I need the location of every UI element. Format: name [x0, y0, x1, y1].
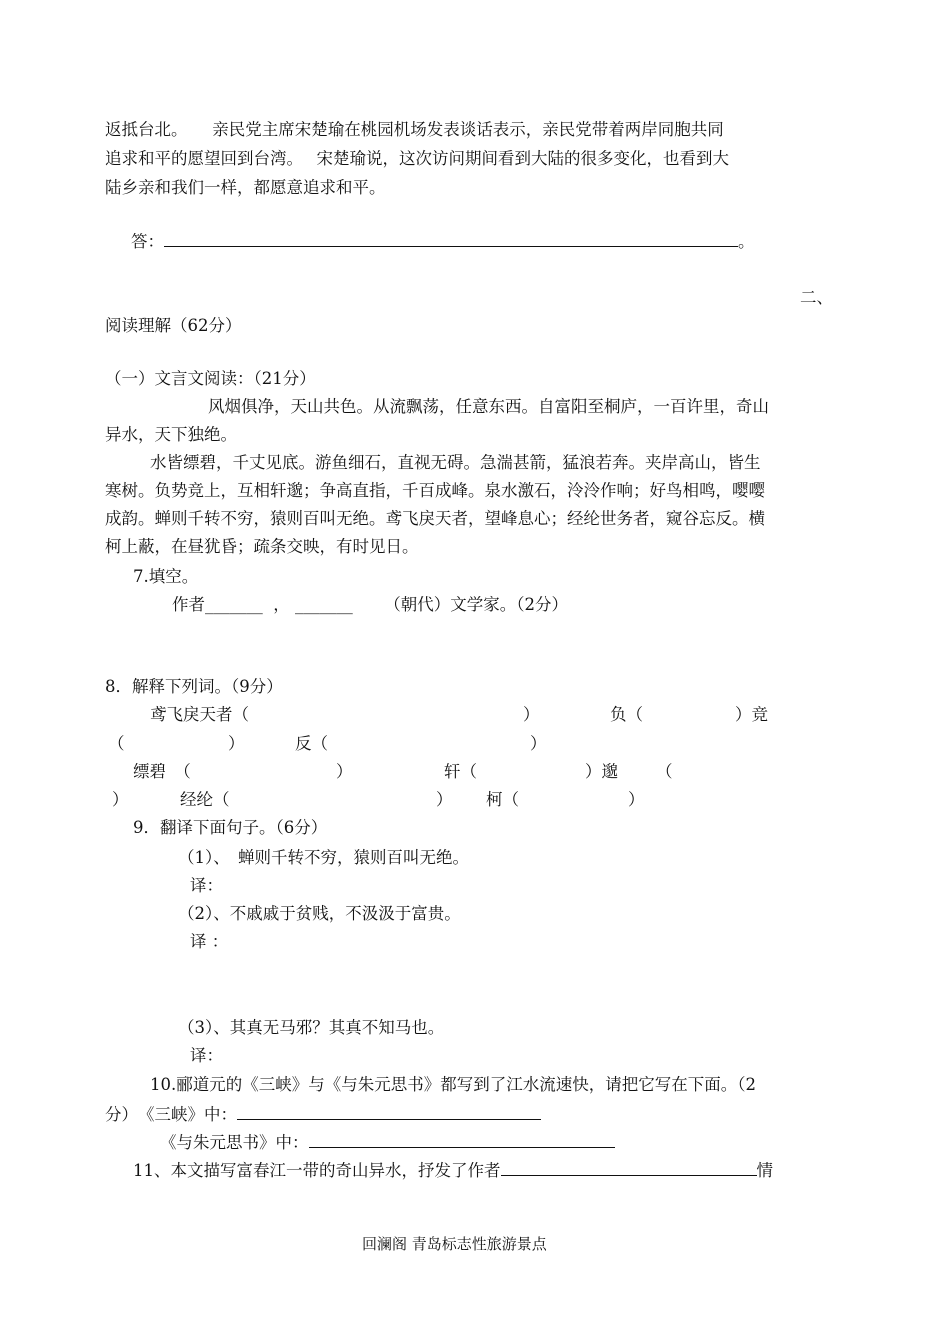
q8-word-8: 柯（	[486, 790, 519, 809]
q8-word-1-close: ）	[523, 705, 540, 724]
passage-p2-line-2: 寒树。负势竞上，互相轩邈；争高直指，千百成峰。泉水激石，泠泠作响；好鸟相鸣，嘤嘤	[105, 481, 765, 500]
q8-word-1: 鸢飞戾天者（	[150, 705, 249, 724]
q8-word-6-open: （	[656, 762, 673, 781]
q11-tail: 情	[756, 1161, 773, 1180]
q8-word-2b-close: ）	[228, 734, 245, 753]
q9-translate-1: 译：	[190, 876, 223, 895]
q7-title: 7.填空。	[133, 567, 199, 586]
section-number: 二、	[800, 288, 833, 307]
q8-word-3: 反（	[295, 734, 328, 753]
q8-word-2b-open: （	[108, 734, 125, 753]
q8-word-3-close: ）	[530, 734, 547, 753]
q10-line-1: 10.郦道元的《三峡》与《与朱元思书》都写到了江水流速快，请把它写在下面。（2	[150, 1075, 756, 1094]
q10-sanxia-label: 分） 《三峡》中：	[105, 1105, 237, 1124]
q10-zhu-blank	[309, 1131, 615, 1148]
q11-text: 11、本文描写富春江一带的奇山异水，抒发了作者	[133, 1161, 501, 1180]
q7-comma: ，	[273, 595, 290, 614]
intro-line-3: 陆乡亲和我们一样，都愿意追求和平。	[105, 178, 386, 197]
q9-sentence-1: （1）、 蝉则千转不穷，猿则百叫无绝。	[178, 848, 469, 867]
q7-tail: （朝代）文学家。（2分）	[384, 595, 568, 614]
q7-blank-dynasty: _______	[295, 595, 353, 614]
answer-end: 。	[738, 232, 755, 251]
intro-line-2: 追求和平的愿望回到台湾。 宋楚瑜说，这次访问期间看到大陆的很多变化，也看到大	[105, 149, 729, 168]
q9-translate-3: 译：	[190, 1046, 223, 1065]
q11-blank	[501, 1159, 757, 1176]
q8-word-5: 轩（	[444, 762, 477, 781]
q8-title: 8．解释下列词。（9分）	[105, 677, 283, 696]
passage-p2-line-4: 柯上蔽，在昼犹昏；疏条交映，有时见日。	[105, 537, 419, 556]
q8-word-4: 缥碧 （	[133, 762, 191, 781]
q10-line-2	[105, 1103, 541, 1126]
q8-word-7: 经纶（	[180, 790, 230, 809]
q8-word-2-close: ）竞	[735, 705, 768, 724]
q7-author-label: 作者	[172, 595, 205, 614]
q8-word-7-close: ）	[436, 790, 453, 809]
passage-p2-line-3: 成韵。蝉则千转不穷，猿则百叫无绝。鸢飞戾天者，望峰息心；经纶世务者，窥谷忘反。横	[105, 509, 765, 528]
q10-sanxia-blank	[237, 1103, 541, 1120]
q9-sentence-3: （3）、其真无马邪？其真不知马也。	[178, 1018, 445, 1037]
intro-line-1: 返抵台北。 亲民党主席宋楚瑜在桃园机场发表谈话表示，亲民党带着两岸同胞共同	[105, 120, 724, 139]
q9-sentence-2: （2）、不戚戚于贫贱，不汲汲于富贵。	[178, 904, 461, 923]
q8-word-4-close: ）	[336, 762, 353, 781]
q8-word-2: 负（	[610, 705, 643, 724]
image-caption: 回澜阁 青岛标志性旅游景点	[362, 1235, 547, 1253]
q11-row	[133, 1159, 773, 1182]
q7-row	[172, 594, 568, 616]
q8-word-8-close: ）	[628, 790, 645, 809]
q10-line-3	[160, 1131, 615, 1154]
q8-word-5-close: ）邈	[585, 762, 618, 781]
q9-title: 9．翻译下面句子。（6分）	[133, 818, 328, 837]
answer-blank	[164, 230, 738, 247]
passage-p1-line-1: 风烟俱净，天山共色。从流飘荡，任意东西。自富阳至桐庐，一百许里，奇山	[208, 397, 769, 416]
q8-word-6-close: ）	[112, 790, 129, 809]
passage-p2-line-1: 水皆缥碧，千丈见底。游鱼细石，直视无碍。急湍甚箭，猛浪若奔。夹岸高山，皆生	[150, 453, 761, 472]
passage-p1-line-2: 异水，天下独绝。	[105, 425, 237, 444]
classical-heading: （一）文言文阅读：（21分）	[105, 369, 316, 388]
answer-label: 答：	[131, 232, 164, 251]
section-title: 阅读理解（62分）	[105, 316, 242, 335]
answer-row	[131, 230, 755, 253]
q9-translate-2: 译 ：	[190, 932, 229, 951]
q7-blank-author: _______	[205, 595, 263, 614]
q10-zhu-label: 《与朱元思书》中：	[160, 1133, 309, 1152]
